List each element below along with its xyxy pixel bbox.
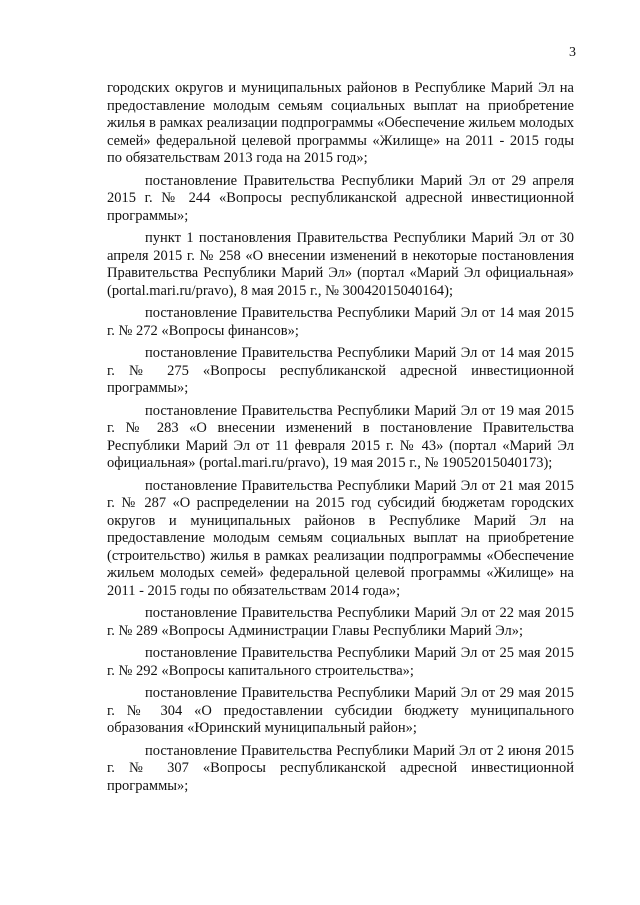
list-item-decree-275: постановление Правительства Республики Марий Эл от 14 мая 2015 г. № 275 «Вопросы республиканской адресной инвестиционной программы»; xyxy=(107,345,574,396)
list-item-decree-304: постановление Правительства Республики Марий Эл от 29 мая 2015 г. № 304 «О предоставлении субсидии бюджету муниципального образования «Юринский муниципальный район»; xyxy=(107,685,574,736)
list-item-decree-307: постановление Правительства Республики Марий Эл от 2 июня 2015 г. № 307 «Вопросы республиканской адресной инвестиционной программы»; xyxy=(107,742,574,794)
list-item-decree-244: постановление Правительства Республики Марий Эл от 29 апреля 2015 г. № 244 «Вопросы республиканской адресной инвестиционной программы»; xyxy=(107,172,574,224)
list-item-decree-289: постановление Правительства Республики Марий Эл от 22 мая 2015 г. № 289 «Вопросы Администрации Главы Республики Марий Эл»; xyxy=(107,605,574,639)
list-item-decree-272: постановление Правительства Республики Марий Эл от 14 мая 2015 г. № 272 «Вопросы финансов»; xyxy=(107,305,574,339)
document-body xyxy=(107,80,574,800)
list-item-decree-258: пункт 1 постановления Правительства Республики Марий Эл от 30 апреля 2015 г. № 258 «О внесении изменений в некоторые постановления Правительства Республики Марий Эл» (портал «Марий Эл официальная» (portal.mari.ru/pravo), 8 мая 2015 г., № 30042015040164); xyxy=(107,230,574,299)
list-item-decree-287: постановление Правительства Республики Марий Эл от 21 мая 2015 г. № 287 «О распределении на 2015 год субсидий бюджетам городских округов и муниципальных районов в Республике Марий Эл на предоставление молодым семьям социальных выплат на приобретение (строительство) жилья в рамках реализации подпрограммы «Обеспечение жильем молодых семей» федеральной целевой программы «Жилище» на 2011 - 2015 годы по обязательствам 2014 года»; xyxy=(107,477,574,599)
page-number: 3 xyxy=(569,45,576,60)
paragraph-continuation: городских округов и муниципальных районов в Республике Марий Эл на предоставление молодым семьям социальных выплат на приобретение жилья в рамках реализации подпрограммы «Обеспечение жильем молодых семей» федеральной целевой программы «Жилище» на 2011 - 2015 годы по обязательствам 2013 года на 2015 год»; xyxy=(107,80,574,166)
list-item-decree-283: постановление Правительства Республики Марий Эл от 19 мая 2015 г. № 283 «О внесении изменений в постановление Правительства Республики Марий Эл от 11 февраля 2015 г. № 43» (портал «Марий Эл официальная» (portal.mari.ru/pravo), 19 мая 2015 г., № 19052015040173); xyxy=(107,402,574,471)
list-item-decree-292: постановление Правительства Республики Марий Эл от 25 мая 2015 г. № 292 «Вопросы капитального строительства»; xyxy=(107,645,574,679)
